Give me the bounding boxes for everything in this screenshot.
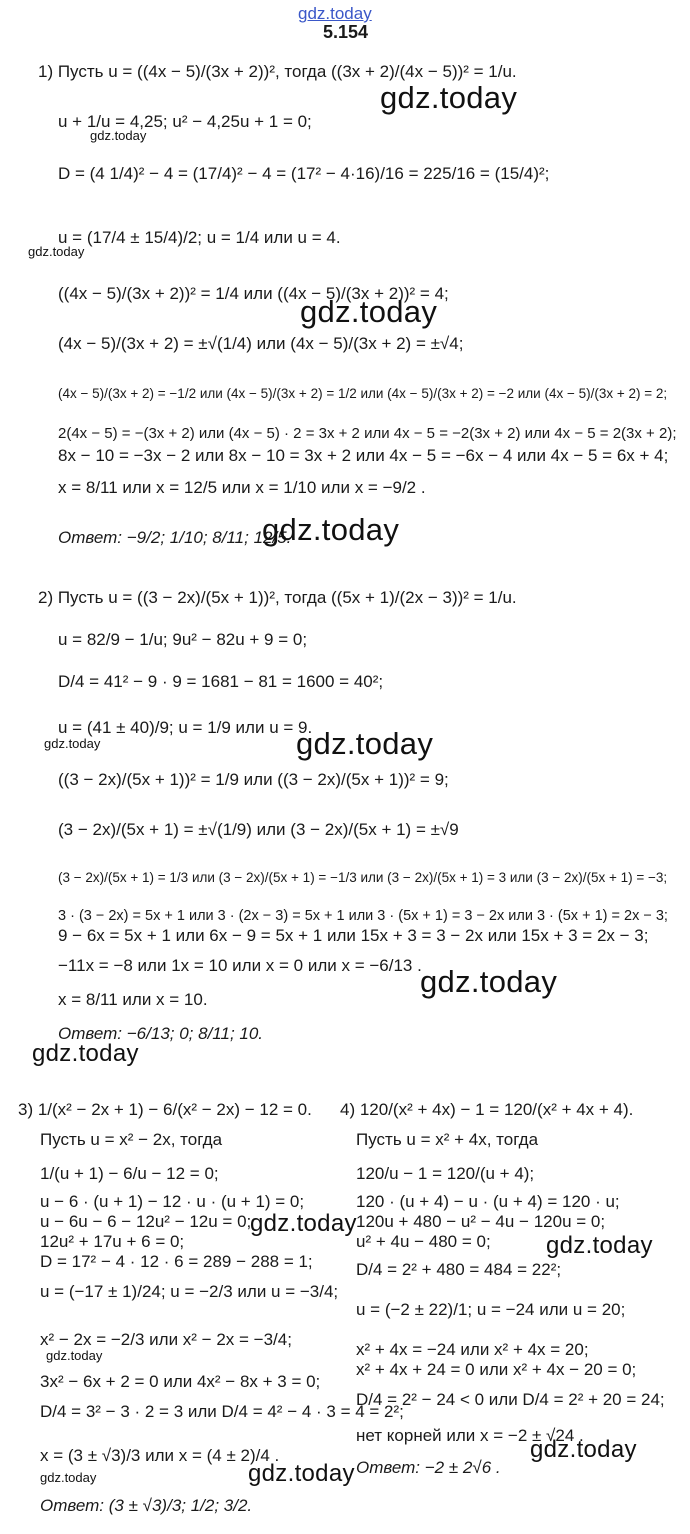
watermark-text: gdz.today — [32, 1040, 139, 1067]
watermark-text: gdz.today — [530, 1436, 637, 1463]
solution-line: 120/u − 1 = 120/(u + 4); — [356, 1164, 535, 1183]
watermark-text: gdz.today — [262, 512, 400, 547]
solution-line: ((4x − 5)/(3x + 2))² = 1/4 или ((4x − 5)/(3x + 2))² = 4; — [58, 284, 449, 303]
solution-line: 12u² + 17u + 6 = 0; — [40, 1232, 185, 1251]
solution-line: 3x² − 6x + 2 = 0 или 4x² − 8x + 3 = 0; — [40, 1372, 321, 1391]
problem-number: 5.154 — [323, 22, 369, 42]
answer-line: Ответ: −6/13; 0; 8/11; 10. — [58, 1024, 264, 1043]
watermark-text: gdz.today — [44, 736, 101, 751]
solution-line: Пусть u = x² + 4x, тогда — [356, 1130, 539, 1149]
solution-line: u + 1/u = 4,25; u² − 4,25u + 1 = 0; — [58, 112, 312, 131]
solution-line: 120u + 480 − u² − 4u − 120u = 0; — [356, 1212, 606, 1231]
solution-line: 3) 1/(x² − 2x + 1) − 6/(x² − 2x) − 12 = 0. — [18, 1100, 312, 1119]
solution-line: D = 17² − 4 · 12 · 6 = 289 − 288 = 1; — [40, 1252, 313, 1271]
solution-line: x = (3 ± √3)/3 или x = (4 ± 2)/4 . — [40, 1446, 280, 1465]
watermark-text: gdz.today — [296, 726, 434, 761]
solution-line: D/4 = 2² + 480 = 484 = 22²; — [356, 1260, 562, 1279]
site-watermark-link[interactable]: gdz.today — [298, 4, 372, 23]
watermark-text: gdz.today — [40, 1470, 97, 1485]
solution-line: u − 6 · (u + 1) − 12 · u · (u + 1) = 0; — [40, 1192, 305, 1211]
answer-line: Ответ: −9/2; 1/10; 8/11; 12/5. — [58, 528, 292, 547]
solution-line: (4x − 5)/(3x + 2) = −1/2 или (4x − 5)/(3x + 2) = 1/2 или (4x − 5)/(3x + 2) = −2 или (4x − 5)/(3x + 2) = 2; — [58, 386, 668, 401]
solution-line: Пусть u = x² − 2x, тогда — [40, 1130, 223, 1149]
solution-line: 1) Пусть u = ((4x − 5)/(3x + 2))², тогда ((3x + 2)/(4x − 5))² = 1/u. — [38, 62, 517, 81]
solution-line: u = (17/4 ± 15/4)/2; u = 1/4 или u = 4. — [58, 228, 341, 247]
solution-line: 2(4x − 5) = −(3x + 2) или (4x − 5) · 2 = 3x + 2 или 4x − 5 = −2(3x + 2) или 4x − 5 = 2(3x + 2); — [58, 425, 677, 442]
solution-line: u = (−2 ± 22)/1; u = −24 или u = 20; — [356, 1300, 626, 1319]
solution-line: u = 82/9 − 1/u; 9u² − 82u + 9 = 0; — [58, 630, 308, 649]
solution-line: 1/(u + 1) − 6/u − 12 = 0; — [40, 1164, 219, 1183]
watermark-text: gdz.today — [420, 964, 558, 999]
watermark-text: gdz.today — [300, 294, 438, 329]
solution-line: 3 · (3 − 2x) = 5x + 1 или 3 · (2x − 3) = 5x + 1 или 3 · (5x + 1) = 3 − 2x или 3 · (5x + 1) = 2x − 3; — [58, 908, 668, 924]
solution-line: 8x − 10 = −3x − 2 или 8x − 10 = 3x + 2 или 4x − 5 = −6x − 4 или 4x − 5 = 6x + 4; — [58, 446, 669, 465]
solution-line: D/4 = 3² − 3 · 2 = 3 или D/4 = 4² − 4 · 3 = 4 = 2²; — [40, 1402, 404, 1421]
watermark-text: gdz.today — [90, 128, 147, 143]
watermark-text: gdz.today — [250, 1210, 357, 1237]
solution-line: D = (4 1/4)² − 4 = (17/4)² − 4 = (17² − 4·16)/16 = 225/16 = (15/4)²; — [58, 164, 550, 183]
solution-line: x = 8/11 или x = 12/5 или x = 1/10 или x = −9/2 . — [58, 478, 426, 497]
solution-line: (3 − 2x)/(5x + 1) = ±√(1/9) или (3 − 2x)/(5x + 1) = ±√9 — [58, 820, 459, 839]
solution-line: u − 6u − 6 − 12u² − 12u = 0; — [40, 1212, 252, 1231]
solution-line: x² − 2x = −2/3 или x² − 2x = −3/4; — [40, 1330, 292, 1349]
solution-line: x² + 4x + 24 = 0 или x² + 4x − 20 = 0; — [356, 1360, 637, 1379]
answer-line: Ответ: (3 ± √3)/3; 1/2; 3/2. — [40, 1496, 253, 1515]
solution-line: x² + 4x = −24 или x² + 4x = 20; — [356, 1340, 589, 1359]
solution-line: x = 8/11 или x = 10. — [58, 990, 208, 1009]
watermark-text: gdz.today — [248, 1460, 355, 1487]
watermark-text: gdz.today — [28, 244, 85, 259]
solution-line: u = (−17 ± 1)/24; u = −2/3 или u = −3/4; — [40, 1282, 339, 1301]
solution-line: 120 · (u + 4) − u · (u + 4) = 120 · u; — [356, 1192, 620, 1211]
solution-line: 2) Пусть u = ((3 − 2x)/(5x + 1))², тогда ((5x + 1)/(2x − 3))² = 1/u. — [38, 588, 517, 607]
solution-line: нет корней или x = −2 ± √24 . — [356, 1426, 584, 1445]
solution-line: D/4 = 41² − 9 · 9 = 1681 − 81 = 1600 = 40²; — [58, 672, 384, 691]
solution-line: ((3 − 2x)/(5x + 1))² = 1/9 или ((3 − 2x)/(5x + 1))² = 9; — [58, 770, 449, 789]
solution-line: −11x = −8 или 1x = 10 или x = 0 или x = −6/13 . — [58, 956, 422, 975]
solution-line: D/4 = 2² − 24 < 0 или D/4 = 2² + 20 = 24; — [356, 1390, 665, 1409]
solution-line: 9 − 6x = 5x + 1 или 6x − 9 = 5x + 1 или 15x + 3 = 3 − 2x или 15x + 3 = 2x − 3; — [58, 926, 649, 945]
solution-line: (4x − 5)/(3x + 2) = ±√(1/4) или (4x − 5)/(3x + 2) = ±√4; — [58, 334, 464, 353]
solution-line: (3 − 2x)/(5x + 1) = 1/3 или (3 − 2x)/(5x + 1) = −1/3 или (3 − 2x)/(5x + 1) = 3 или (3 − 2x)/(5x + 1) = −3; — [58, 870, 668, 885]
watermark-text: gdz.today — [546, 1232, 653, 1259]
watermark-text: gdz.today — [46, 1348, 103, 1363]
answer-line: Ответ: −2 ± 2√6 . — [356, 1458, 501, 1477]
watermark-text: gdz.today — [380, 80, 518, 115]
solution-line: u² + 4u − 480 = 0; — [356, 1232, 491, 1251]
solution-line: 4) 120/(x² + 4x) − 1 = 120/(x² + 4x + 4). — [340, 1100, 634, 1119]
solution-line: u = (41 ± 40)/9; u = 1/9 или u = 9. — [58, 718, 313, 737]
